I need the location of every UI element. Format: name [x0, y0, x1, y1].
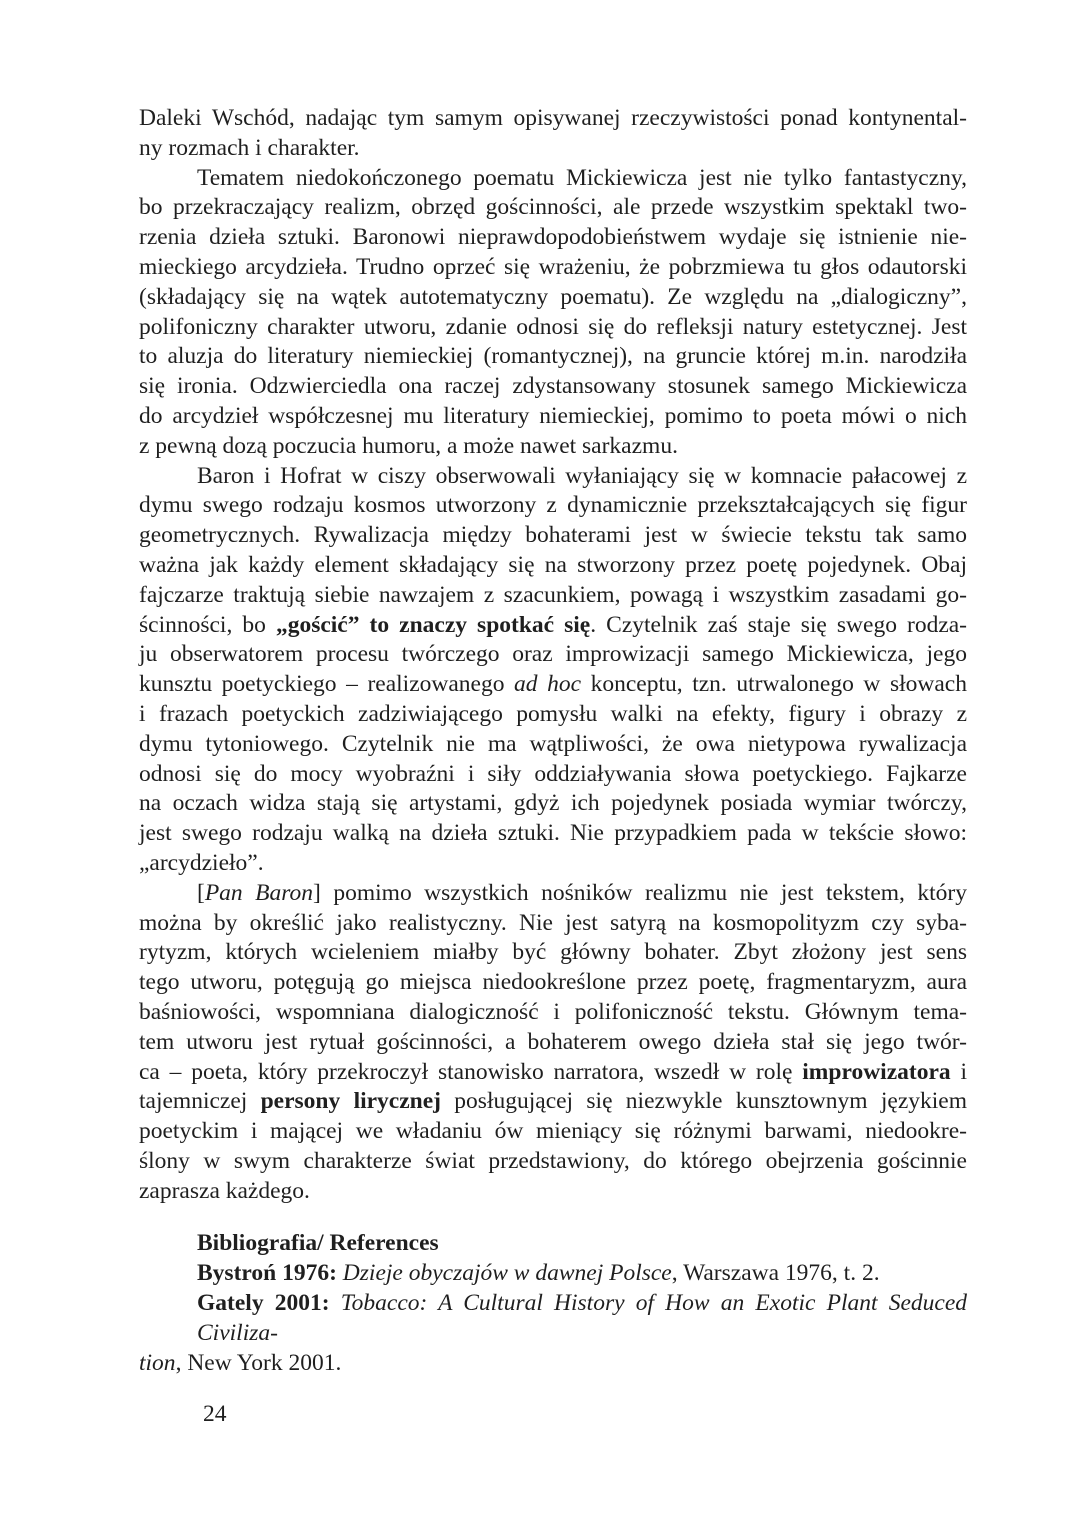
text-run: , New York 2001. [175, 1349, 342, 1376]
text-run: Baron i Hofrat w ciszy obserwowali wyłaniający się w komnacie pałacowej z [197, 462, 967, 489]
text-line [139, 1349, 967, 1379]
text-run: dymu swego rodzaju kosmos utworzony z dynamicznie przekształcających się figur [139, 492, 967, 519]
text-line [139, 104, 967, 134]
text-run: ścinności, bo [139, 611, 276, 638]
text-run: i frazach poetyckich zadziwiającego pomysłu walki na efekty, figury i obrazy z [139, 700, 967, 727]
italic-text-run: Tobacco: A Cultural History of How an Exotic Plant Seduced Civiliza- [197, 1290, 967, 1346]
text-line [139, 521, 967, 551]
text-line [139, 611, 967, 641]
text-run: ju obserwatorem procesu twórczego oraz improwizacji samego Mickiewicza, jego [139, 641, 967, 668]
text-line [139, 1177, 967, 1207]
text-run: [ [197, 879, 205, 906]
text-run: tego utworu, potęgują go miejsca niedookreślone przez poetę, fragmentaryzm, aura [139, 969, 967, 996]
text-run: Daleki Wschód, nadając tym samym opisywanej rzeczywistości ponad kontynental- [139, 105, 967, 131]
text-line [139, 432, 967, 462]
text-run: z pewną dozą poczucia humoru, a może nawet sarkazmu. [139, 432, 678, 459]
text-line [139, 700, 967, 730]
bold-text-run: Bystroń 1976: [197, 1260, 343, 1287]
text-run: konceptu, tzn. utrwalonego w słowach [581, 671, 967, 698]
text-run: tem utworu jest rytuał gościnności, a bohaterem owego dzieła stał się jego twór- [139, 1028, 967, 1055]
text-line [139, 342, 967, 372]
article-text [139, 104, 967, 1378]
text-line [139, 134, 967, 164]
text-line [139, 283, 967, 313]
text-line [139, 551, 967, 581]
text-run: ny rozmach i charakter. [139, 134, 360, 161]
text-line [139, 193, 967, 223]
text-line [139, 372, 967, 402]
text-run: się ironia. Odzwierciedla ona raczej zdystansowany stosunek samego Mickiewicza [139, 373, 967, 400]
text-run: , Warszawa 1976, t. 2. [671, 1260, 880, 1287]
text-run: ] pomimo wszystkich nośników realizmu nie jest tekstem, który [313, 879, 968, 906]
bold-text-run: Gately 2001: [197, 1290, 341, 1317]
paragraph [139, 462, 967, 879]
text-run: na oczach widza stają się artystami, gdyż ich pojedynek posiada wymiar twórczy, [139, 790, 967, 817]
italic-text-run: Pan Baron [204, 879, 314, 906]
text-run: geometrycznych. Rywalizacja między bohaterami jest w świecie tekstu tak samo [139, 522, 967, 549]
text-line [139, 1289, 967, 1349]
text-line [139, 1028, 967, 1058]
page-number: 24 [203, 1401, 227, 1427]
text-line [139, 938, 967, 968]
text-line [139, 313, 967, 343]
text-line [139, 1147, 967, 1177]
italic-text-run: Dzieje obyczajów w dawnej Polsce [342, 1260, 672, 1287]
text-line [139, 402, 967, 432]
text-line [139, 968, 967, 998]
paragraph [139, 104, 967, 164]
paragraph [139, 879, 967, 1207]
text-run: baśniowości, wspomniana dialogiczność i polifoniczność tekstu. Głównym tema- [139, 998, 967, 1025]
text-run: fajczarze traktują siebie nawzajem z szacunkiem, powagą i wszystkim zasadami go- [139, 581, 967, 608]
paragraphs-container [139, 104, 967, 1206]
bold-text-run: Bibliografia/ References [197, 1230, 439, 1257]
text-run: ślony w swym charakterze świat przedstawiony, do którego obejrzenia gościnnie [139, 1147, 967, 1174]
text-line [139, 640, 967, 670]
text-line [139, 1259, 967, 1289]
text-line [139, 789, 967, 819]
text-run: bo przekraczający realizm, obrzęd gościnności, ale przede wszystkim spektakl two- [139, 194, 967, 221]
text-run: „arcydzieło”. [139, 849, 264, 876]
text-run: Tematem niedokończonego poematu Mickiewicza jest nie tylko fantastyczny, [197, 164, 967, 191]
text-line [139, 849, 967, 879]
italic-text-run: tion [139, 1349, 176, 1376]
text-run: do arcydzieł współczesnej mu literatury niemieckiej, pomimo to poeta mówi o nich [139, 402, 967, 429]
text-line [139, 819, 967, 849]
text-line [139, 1117, 967, 1147]
text-run: (składający się na wątek autotematyczny poematu). Ze względu na „dialogiczny”, [139, 283, 967, 310]
text-run: zaprasza każdego. [139, 1177, 310, 1204]
text-line [139, 491, 967, 521]
text-line [139, 462, 967, 492]
text-run: i [950, 1058, 967, 1085]
text-line [139, 253, 967, 283]
text-run: rytyzm, których wcieleniem miałby być główny bohater. Zbyt złożony jest sens [139, 939, 967, 966]
text-run: posługującej się niezwykle kunsztownym językiem [441, 1088, 967, 1115]
text-line [139, 730, 967, 760]
text-run: można by określić jako realistyczny. Nie jest satyrą na kosmopolityzm czy syba- [139, 909, 967, 936]
text-line [139, 581, 967, 611]
text-run: odnosi się do mocy wyobraźni i siły oddziaływania słowa poetyckiego. Fajkarze [139, 760, 967, 787]
bold-text-run: improwizatora [802, 1058, 951, 1085]
text-line [139, 1058, 967, 1088]
text-line [139, 998, 967, 1028]
text-line [139, 1087, 967, 1117]
text-run: mieckiego arcydzieła. Trudno oprzeć się wrażeniu, że pobrzmiewa tu głos odautorski [139, 253, 967, 280]
bold-text-run: „gościć” to znaczy spotkać się [275, 611, 591, 638]
text-run: jest swego rodzaju walką na dzieła sztuki. Nie przypadkiem pada w tekście słowo: [139, 820, 967, 847]
text-run: ważna jak każdy element składający się na stworzony przez poetę pojedynek. Obaj [139, 551, 967, 578]
text-run: rzenia dzieła sztuki. Baronowi nieprawdopodobieństwem wydaje się istnienie nie- [139, 224, 967, 251]
text-line [139, 909, 967, 939]
text-run: . Czytelnik zaś staje się swego rodza- [590, 611, 968, 638]
italic-text-run: ad hoc [514, 671, 582, 698]
text-run: kunsztu poetyckiego – realizowanego [139, 671, 515, 698]
text-run: ca – poeta, który przekroczył stanowisko narratora, wszedł w rolę [139, 1058, 803, 1085]
text-run: polifoniczny charakter utworu, zdanie odnosi się do refleksji natury estetycznej. Jest [139, 313, 967, 340]
text-line [139, 223, 967, 253]
bibliography-section [139, 1229, 967, 1378]
text-run: poetyckim i mającej we władaniu ów mieniący się różnymi barwami, niedookre- [139, 1118, 967, 1145]
paragraph [139, 164, 967, 462]
text-line [139, 670, 967, 700]
text-run: to aluzja do literatury niemieckiej (romantycznej), na gruncie której m.in. narodziła [139, 343, 967, 370]
text-line [139, 164, 967, 194]
text-run: tajemniczej [139, 1088, 261, 1115]
text-line [139, 1229, 967, 1259]
text-run: dymu tytoniowego. Czytelnik nie ma wątpliwości, że owa nietypowa rywalizacja [139, 730, 967, 757]
bold-text-run: persony lirycznej [260, 1088, 441, 1115]
text-line [139, 760, 967, 790]
text-line [139, 879, 967, 909]
